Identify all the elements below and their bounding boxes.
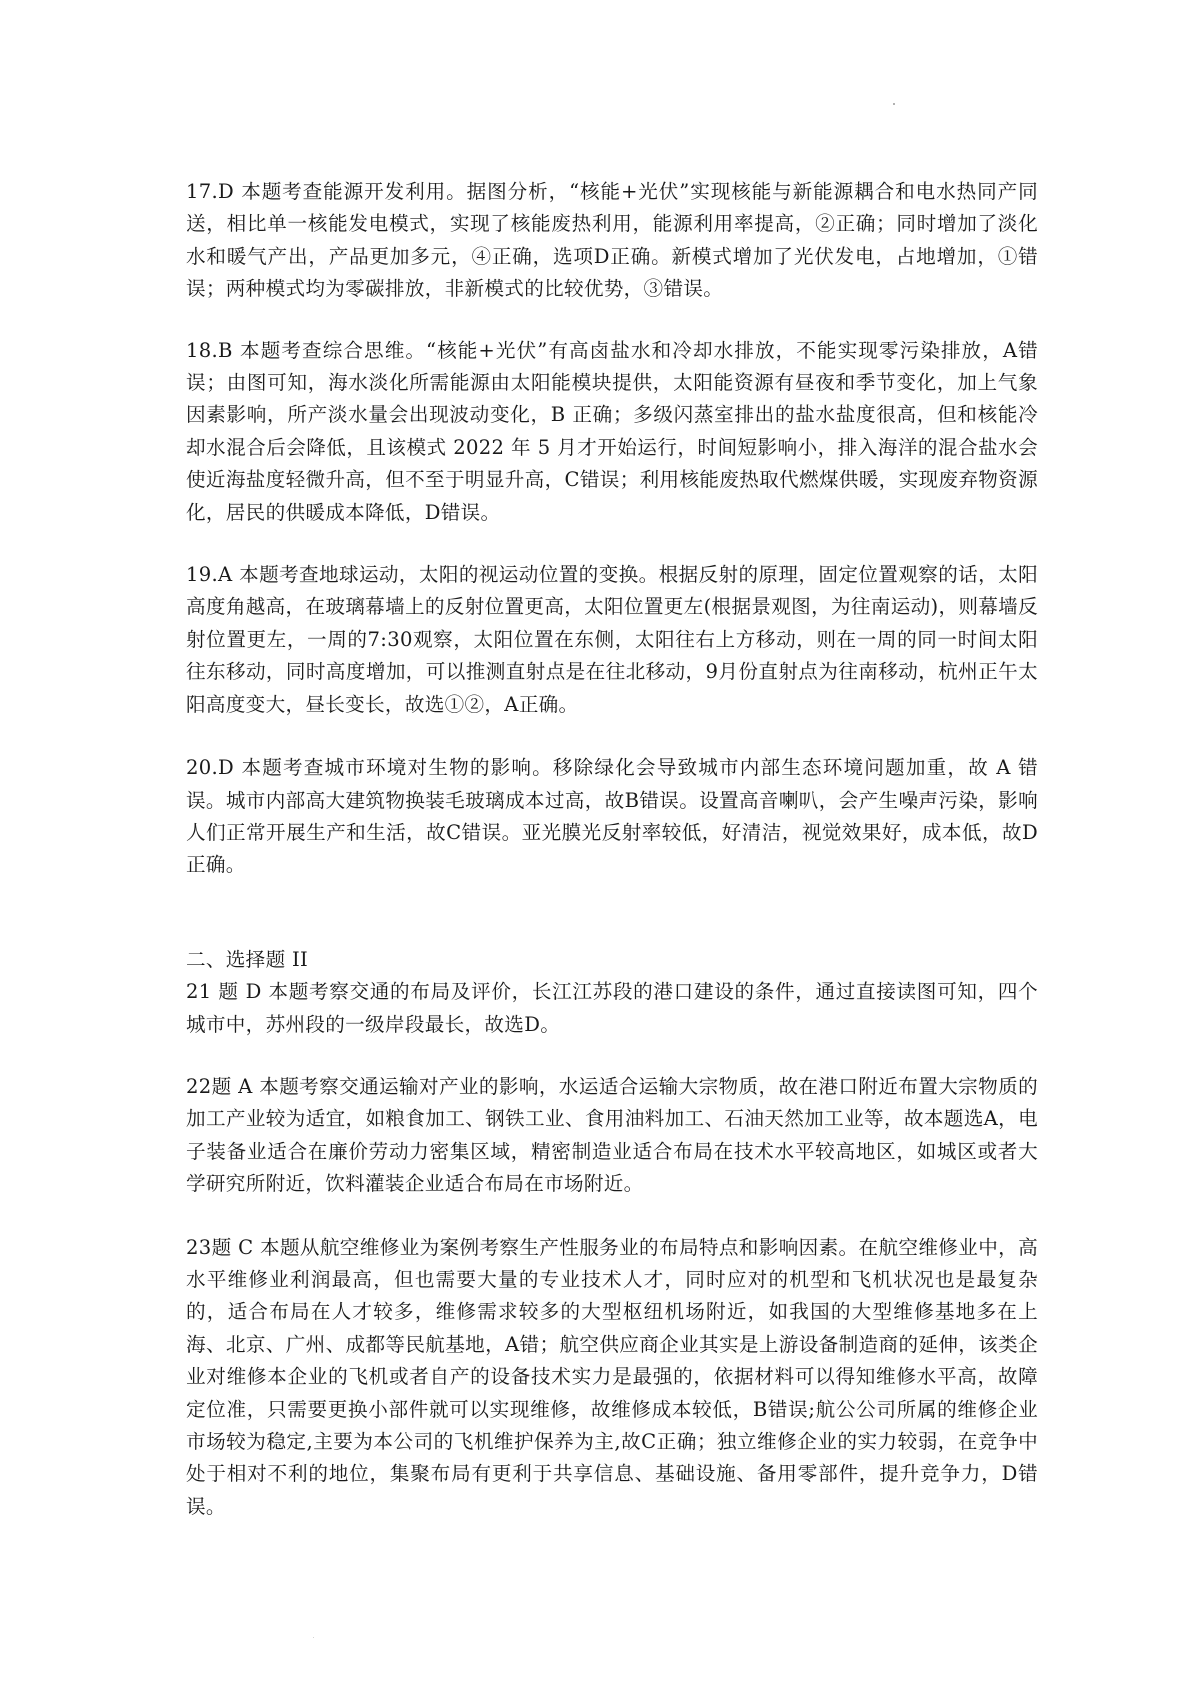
answer-22: 22题 A 本题考察交通运输对产业的影响，水运适合运输大宗物质，故在港口附近布置大宗物质的加工产业较为适宜，如粮食加工、钢铁工业、食用油料加工、石油天然加工业等，故本题选A，电子装备业适合在廉价劳动力密集区域，精密制造业适合布局在技术水平较高地区，如城区或者大学研究所附近，饮料灌装企业适合布局在市场附近。 [186,1074,1038,1196]
scan-speck [893,103,895,105]
answer-19: 19.A 本题考查地球运动，太阳的视运动位置的变换。根据反射的原理，固定位置观察的话，太阳高度角越高，在玻璃幕墙上的反射位置更高，太阳位置更左(根据景观图，为往南运动)，则幕墙反射位置更左，一周的7:30观察，太阳位置在东侧，太阳往右上方移动，则在一周的同一时间太阳往东移动，同时高度增加，可以推测直射点是在往北移动，9月份直射点为往南移动，杭州正午太阳高度变大，昼长变长，故选①②，A正确。 [186,563,1038,716]
answer-17: 17.D 本题考查能源开发利用。据图分析，“核能+光伏”实现核能与新能源耦合和电水热同产同送，相比单一核能发电模式，实现了核能废热利用，能源利用率提高，②正确；同时增加了淡化水和暖气产出，产品更加多元，④正确，选项D正确。新模式增加了光伏发电，占地增加，①错误；两种模式均为零碳排放，非新模式的比较优势，③错误。 [186,180,1038,301]
section-2-title: 二、选择题 II [186,947,309,971]
scan-speck [313,1637,314,1638]
answer-23: 23题 C 本题从航空维修业为案例考察生产性服务业的布局特点和影响因素。在航空维修业中，高水平维修业利润最高，但也需要大量的专业技术人才，同时应对的机型和飞机状况也是最复杂的，适合布局在人才较多，维修需求较多的大型枢纽机场附近，如我国的大型维修基地多在上海、北京、广州、成都等民航基地，A错；航空供应商企业其实是上游设备制造商的延伸，该类企业对维修本企业的飞机或者自产的设备技术实力是最强的，依据材料可以得知维修水平高，故障定位准，只需要更换小部件就可以实现维修，故维修成本较低，B错误;航公公司所属的维修企业市场较为稳定,主要为本公司的飞机维护保养为主,故C正确；独立维修企业的实力较弱，在竞争中处于相对不利的地位，集聚布局有更利于共享信息、基础设施、备用零部件，提升竞争力，D错误。 [186,1235,1038,1518]
answer-21: 21 题 D 本题考察交通的布局及评价，长江江苏段的港口建设的条件，通过直接读图可知，四个城市中，苏州段的一级岸段最长，故选D。 [186,980,1038,1036]
answer-18: 18.B 本题考查综合思维。“核能+光伏”有高卤盐水和冷却水排放，不能实现零污染排放，A错误；由图可知，海水淡化所需能源由太阳能模块提供，太阳能资源有昼夜和季节变化，加上气象因素影响，所产淡水量会出现波动变化，B 正确；多级闪蒸室排出的盐水盐度很高，但和核能冷却水混合后会降低，且该模式 2022 年 5 月才开始运行，时间短影响小，排入海洋的混合盐水会使近海盐度轻微升高，但不至于明显升高，C错误；利用核能废热取代燃煤供暖，实现废弃物资源化，居民的供暖成本降低，D错误。 [186,338,1038,524]
answer-20: 20.D 本题考查城市环境对生物的影响。移除绿化会导致城市内部生态环境问题加重，故 A 错误。城市内部高大建筑物换装毛玻璃成本过高，故B错误。设置高音喇叭，会产生噪声污染，影响人们正常开展生产和生活，故C错误。亚光膜光反射率较低，好清洁，视觉效果好，成本低，故D正确。 [186,756,1038,877]
section-2 [186,944,1038,1524]
answer-content [186,176,1038,1523]
